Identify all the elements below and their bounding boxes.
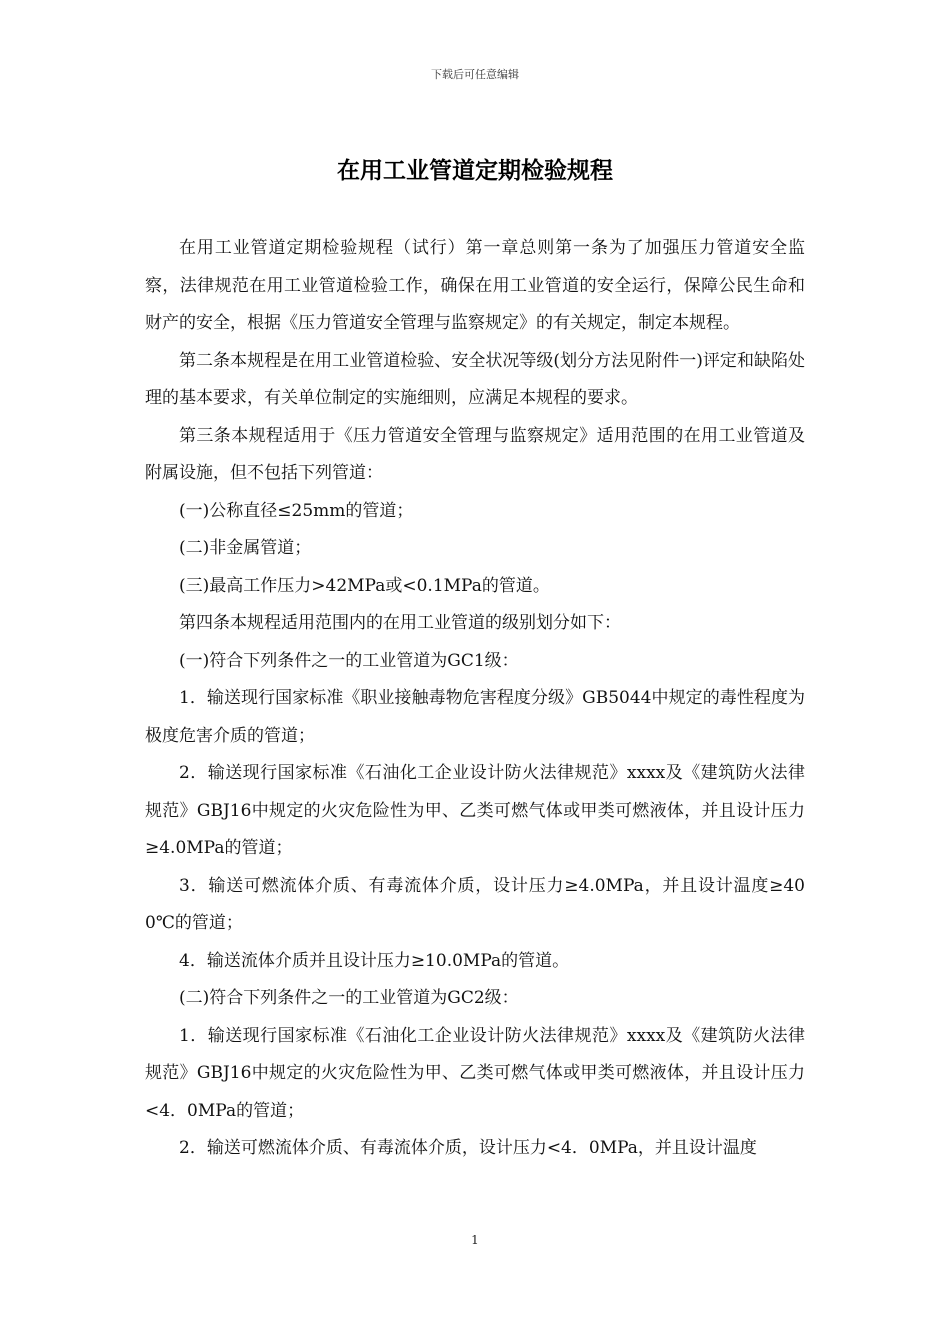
header-note: 下载后可任意编辑 — [431, 68, 519, 81]
paragraph: 2．输送可燃流体介质、有毒流体介质，设计压力<4．0MPa，并且设计温度 — [179, 1138, 757, 1158]
paragraph: (一)符合下列条件之一的工业管道为GC1级： — [179, 650, 519, 671]
paragraph: (二)非金属管道； — [179, 538, 312, 558]
page-number: 1 — [471, 1233, 479, 1247]
paragraph: 2．输送现行国家标准《石油化工企业设计防火法律规范》xxxx及《建筑防火法律规范》GBJ16中规定的火灾危险性为甲、乙类可燃气体或甲类可燃液体，并且设计压力≥4.0MPa的管道； — [145, 763, 805, 858]
paragraph: (一)公称直径≤25mm的管道； — [179, 500, 414, 521]
paragraph: (三)最高工作压力>42MPa或<0.1MPa的管道。 — [179, 575, 550, 596]
paragraph: (二)符合下列条件之一的工业管道为GC2级： — [179, 988, 519, 1008]
paragraph: 1．输送现行国家标准《职业接触毒物危害程度分级》GB5044中规定的毒性程度为极度危害介质的管道； — [145, 688, 805, 746]
paragraph: 1．输送现行国家标准《石油化工企业设计防火法律规范》xxxx及《建筑防火法律规范》GBJ16中规定的火灾危险性为甲、乙类可燃气体或甲类可燃液体，并且设计压力<4．0MPa的管道； — [145, 1025, 805, 1121]
paragraph: 3．输送可燃流体介质、有毒流体介质，设计压力≥4.0MPa，并且设计温度≥400℃的管道； — [145, 875, 805, 933]
document-body — [145, 230, 805, 1168]
paragraph: 第四条本规程适用范围内的在用工业管道的级别划分如下： — [179, 613, 621, 633]
paragraph: 第三条本规程适用于《压力管道安全管理与监察规定》适用范围的在用工业管道及附属设施，但不包括下列管道： — [145, 425, 805, 483]
paragraph: 在用工业管道定期检验规程（试行）第一章总则第一条为了加强压力管道安全监察，法律规范在用工业管道检验工作，确保在用工业管道的安全运行，保障公民生命和财产的安全，根据《压力管道安全管理与监察规定》的有关规定，制定本规程。 — [145, 238, 805, 333]
paragraph: 4．输送流体介质并且设计压力≥10.0MPa的管道。 — [179, 950, 570, 971]
paragraph: 第二条本规程是在用工业管道检验、安全状况等级(划分方法见附件一)评定和缺陷处理的基本要求，有关单位制定的实施细则，应满足本规程的要求。 — [145, 350, 805, 408]
document-title: 在用工业管道定期检验规程 — [337, 158, 613, 184]
